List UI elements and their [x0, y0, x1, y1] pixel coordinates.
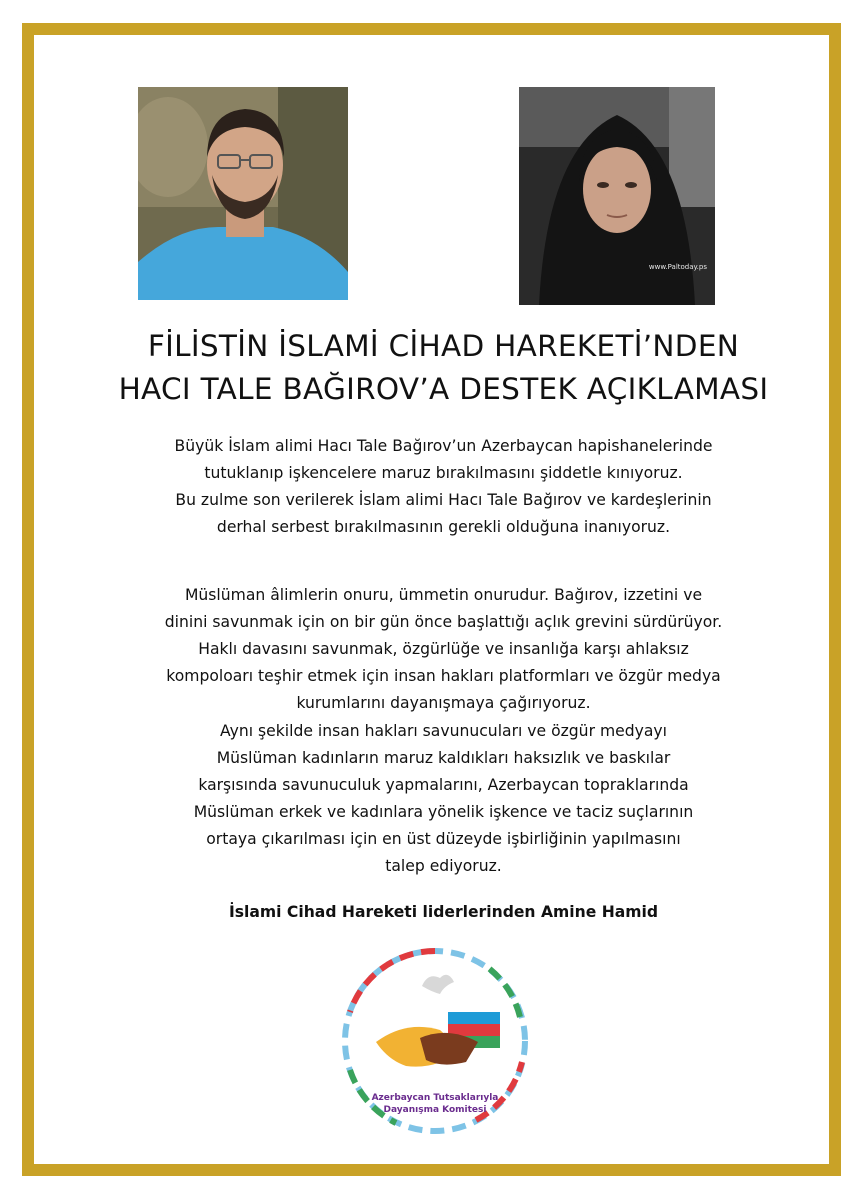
woman-portrait-photo	[519, 87, 715, 305]
gold-frame	[22, 23, 841, 1176]
paragraph-line: kurumlarını dayanışmaya çağırıyoruz.	[296, 694, 591, 712]
signature: İslami Cihad Hareketi liderlerinden Amine Hamid	[228, 903, 659, 921]
paragraph-line: Müslüman erkek ve kadınlara yönelik işkence ve taciz suçlarının	[193, 803, 694, 821]
paragraph-line: Müslüman kadınların maruz kaldıkları haksızlık ve baskılar	[216, 749, 671, 767]
paragraph-line: Büyük İslam alimi Hacı Tale Bağırov’un Azerbaycan hapishanelerinde	[174, 437, 713, 455]
page-title	[34, 325, 853, 411]
paragraph-line: tutuklanıp işkencelere maruz bırakılmasını şiddetle kınıyoruz.	[204, 464, 683, 482]
paragraph-line: derhal serbest bırakılmasının gerekli olduğuna inanıyoruz.	[216, 518, 671, 536]
paragraph-line: dinini savunmak için on bir gün önce başlattığı açlık grevini sürdürüyor.	[164, 613, 723, 631]
title-line-2: HACI TALE BAĞIROV’A DESTEK AÇIKLAMASI	[118, 372, 769, 406]
committee-logo	[336, 942, 534, 1140]
title-line-1: FİLİSTİN İSLAMİ CİHAD HAREKETİ’NDEN	[147, 329, 740, 363]
man-portrait-photo	[138, 87, 348, 300]
logo-text-line-2: Dayanışma Komitesi	[383, 1105, 487, 1115]
paragraph-line: Müslüman âlimlerin onuru, ümmetin onurudur. Bağırov, izzetini ve	[184, 586, 703, 604]
paragraph-2	[64, 582, 823, 717]
paragraph-line: kompoloarı teşhir etmek için insan hakları platformları ve özgür medya	[166, 667, 721, 685]
logo-text-line-1: Azerbaycan Tutsaklarıyla	[371, 1093, 499, 1103]
paragraph-1	[64, 433, 823, 541]
paragraph-line: Aynı şekilde insan hakları savunucuları ve özgür medyayı	[220, 722, 667, 740]
paragraph-line: Haklı davasını savunmak, özgürlüğe ve insanlığa karşı ahlaksız	[198, 640, 689, 658]
paragraph-line: Bu zulme son verilerek İslam alimi Hacı Tale Bağırov ve kardeşlerinin	[175, 491, 712, 509]
photo-watermark: www.Paltoday.ps	[648, 263, 707, 271]
paragraph-line: karşısında savunuculuk yapmalarını, Azerbaycan topraklarında	[198, 776, 689, 794]
paragraph-line: ortaya çıkarılması için en üst düzeyde işbirliğinin yapılmasını	[206, 830, 681, 848]
paragraph-line: talep ediyoruz.	[385, 857, 502, 875]
paragraph-3	[64, 718, 823, 880]
